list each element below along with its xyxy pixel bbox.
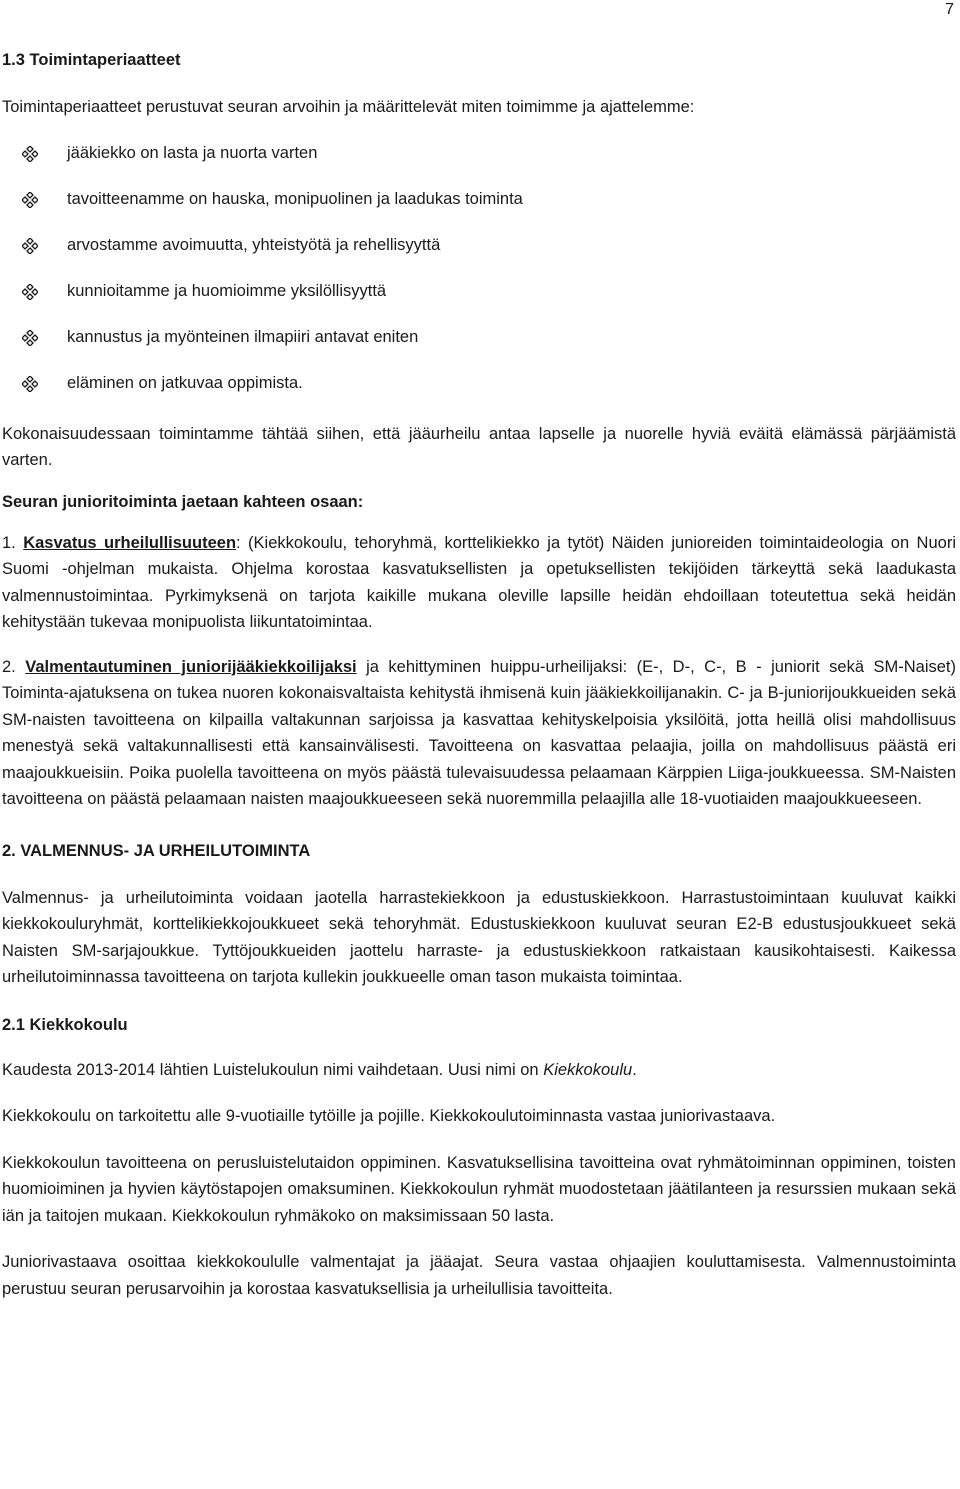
paragraph-end: .	[632, 1060, 637, 1079]
item-text: ja kehittyminen huippu-urheilijaksi: (E-, D-, C-, B - juniorit sekä SM-Naiset) Toiminta-ajatuksena on tukea nuoren kokonaisvaltaista kehitystä ihmisenä kuin jääkiekkoilijanakin. C- ja B-juniorijoukkueiden sekä SM-naisten tavoitteena on kilpailla valtakunnan sarjoissa ja kasvattaa kehityskelpoisia yksilöitä, jotta heillä olisi mahdollisuus menestyä sekä valtakunnallisesti että kansainvälisesti. Tavoitteena on kasvattaa pelaajia, joilla on mahdollisuus päästä eri maajoukkueisiin. Poika puolella tavoitteena on myös päästä tulevaisuudessa pelaamaan Kärppien Liiga-joukkueessa. SM-Naisten tavoitteena on päästä pelaamaan naisten maajoukkueeseen sekä nuoremmilla pelaajilla alle 18-vuotiaiden maajoukkueeseen.	[2, 657, 956, 808]
item-title: Valmentautuminen juniorijääkiekkoilijaksi	[25, 657, 357, 676]
list-item-text: jääkiekko on lasta ja nuorta varten	[67, 144, 318, 162]
list-item	[22, 269, 956, 315]
intro-paragraph: Toimintaperiaatteet perustuvat seuran arvoihin ja määrittelevät miten toimimme ja ajattelemme:	[2, 98, 695, 116]
kiekkokoulu-paragraph-2: Kiekkokoulu on tarkoitettu alle 9-vuotiaille tytöille ja pojille. Kiekkokoulutoiminnasta vastaa juniorivastaava.	[2, 1107, 776, 1125]
item-text: (Kiekkokoulu, tehoryhmä, korttelikiekko ja tytöt) Näiden junioreiden toimintaideologia on Nuori Suomi -ohjelman mukaista. Ohjelma korostaa kasvatuksellisten ja opetuksellisten tekijöiden tärkeyttä sekä laadukasta valmennustoimintaa. Pyrkimyksenä on tarjota kaikille mukana oleville lapsille heidän ehdoillaan toteutettua sekä heidän kehitystään tukevaa monipuolista liikuntatoimintaa.	[2, 533, 956, 631]
section-heading-toimintaperiaatteet: 1.3 Toimintaperiaatteet	[2, 51, 181, 69]
page-number: 7	[945, 1, 954, 18]
principles-list	[2, 131, 956, 407]
diamond-bullet-icon	[22, 376, 67, 392]
diamond-bullet-icon	[22, 146, 67, 162]
diamond-bullet-icon	[22, 284, 67, 300]
item-number: 2.	[2, 657, 16, 676]
list-item-text: kannustus ja myönteinen ilmapiiri antavat eniten	[67, 328, 419, 346]
list-item-text: kunnioitamme ja huomioimme yksilöllisyyttä	[67, 282, 387, 300]
list-item-text: tavoitteenamme on hauska, monipuolinen ja laadukas toiminta	[67, 190, 523, 208]
item-title: Kasvatus urheilullisuuteen	[23, 533, 237, 552]
list-item	[22, 131, 956, 177]
subheading-junioritoiminta: Seuran junioritoiminta jaetaan kahteen osaan:	[2, 492, 364, 511]
document-body	[2, 46, 956, 1302]
emphasized-name: Kiekkokoulu	[543, 1060, 633, 1079]
kiekkokoulu-paragraph-1	[2, 1057, 956, 1084]
numbered-item-1	[2, 530, 956, 636]
kiekkokoulu-paragraph-4: Juniorivastaava osoittaa kiekkokoululle valmentajat ja jääajat. Seura vastaa ohjaajien kouluttamisesta. Valmennustoiminta perustuu seuran perusarvoihin ja korostaa kasvatuksellisia ja urheilullisia tavoitteita.	[2, 1253, 956, 1298]
list-item	[22, 315, 956, 361]
valmennus-paragraph: Valmennus- ja urheilutoiminta voidaan jaotella harrastekiekkoon ja edustuskiekkoon. Harrastustoimintaan kuuluvat kaikki kiekkokouluryhmät, korttelikiekkojoukkueet sekä tehoryhmät. Edustuskiekkoon kuuluvat seuran E2-B edustusjoukkueet sekä Naisten SM-sarjajoukkue. Tyttöjoukkueiden jaottelu harraste- ja edustuskiekkoon ratkaistaan kausikohtaisesti. Kaikessa urheilutoiminnassa tavoitteena on tarjota kullekin joukkueelle oman tason mukaista toimintaa.	[2, 888, 956, 986]
kiekkokoulu-paragraph-3: Kiekkokoulun tavoitteena on perusluistelutaidon oppiminen. Kasvatuksellisina tavoitteina ovat ryhmätoiminnan oppiminen, toisten huomioiminen ja hyvien käytöstapojen omaksuminen. Kiekkokoulun ryhmät muodostetaan jäätilanteen ja resurssien mukaan sekä iän ja taitojen mukaan. Kiekkokoulun ryhmäkoko on maksimissaan 50 lasta.	[2, 1153, 956, 1225]
item-colon: :	[236, 533, 241, 552]
list-item	[22, 177, 956, 223]
item-number: 1.	[2, 533, 16, 552]
section-heading-kiekkokoulu: 2.1 Kiekkokoulu	[2, 1015, 128, 1034]
diamond-bullet-icon	[22, 238, 67, 254]
diamond-bullet-icon	[22, 330, 67, 346]
paragraph-text: Kaudesta 2013-2014 lähtien Luistelukoulun nimi vaihdetaan. Uusi nimi on	[2, 1060, 544, 1079]
list-item	[22, 361, 956, 407]
list-item	[22, 223, 956, 269]
list-item-text: eläminen on jatkuvaa oppimista.	[67, 374, 303, 392]
numbered-item-2	[2, 654, 956, 813]
list-item-text: arvostamme avoimuutta, yhteistyötä ja rehellisyyttä	[67, 236, 441, 254]
section-heading-valmennus: 2. VALMENNUS- JA URHEILUTOIMINTA	[2, 841, 311, 860]
diamond-bullet-icon	[22, 192, 67, 208]
summary-paragraph: Kokonaisuudessaan toimintamme tähtää siihen, että jääurheilu antaa lapselle ja nuorelle hyviä eväitä elämässä pärjäämistä varten.	[2, 424, 956, 469]
